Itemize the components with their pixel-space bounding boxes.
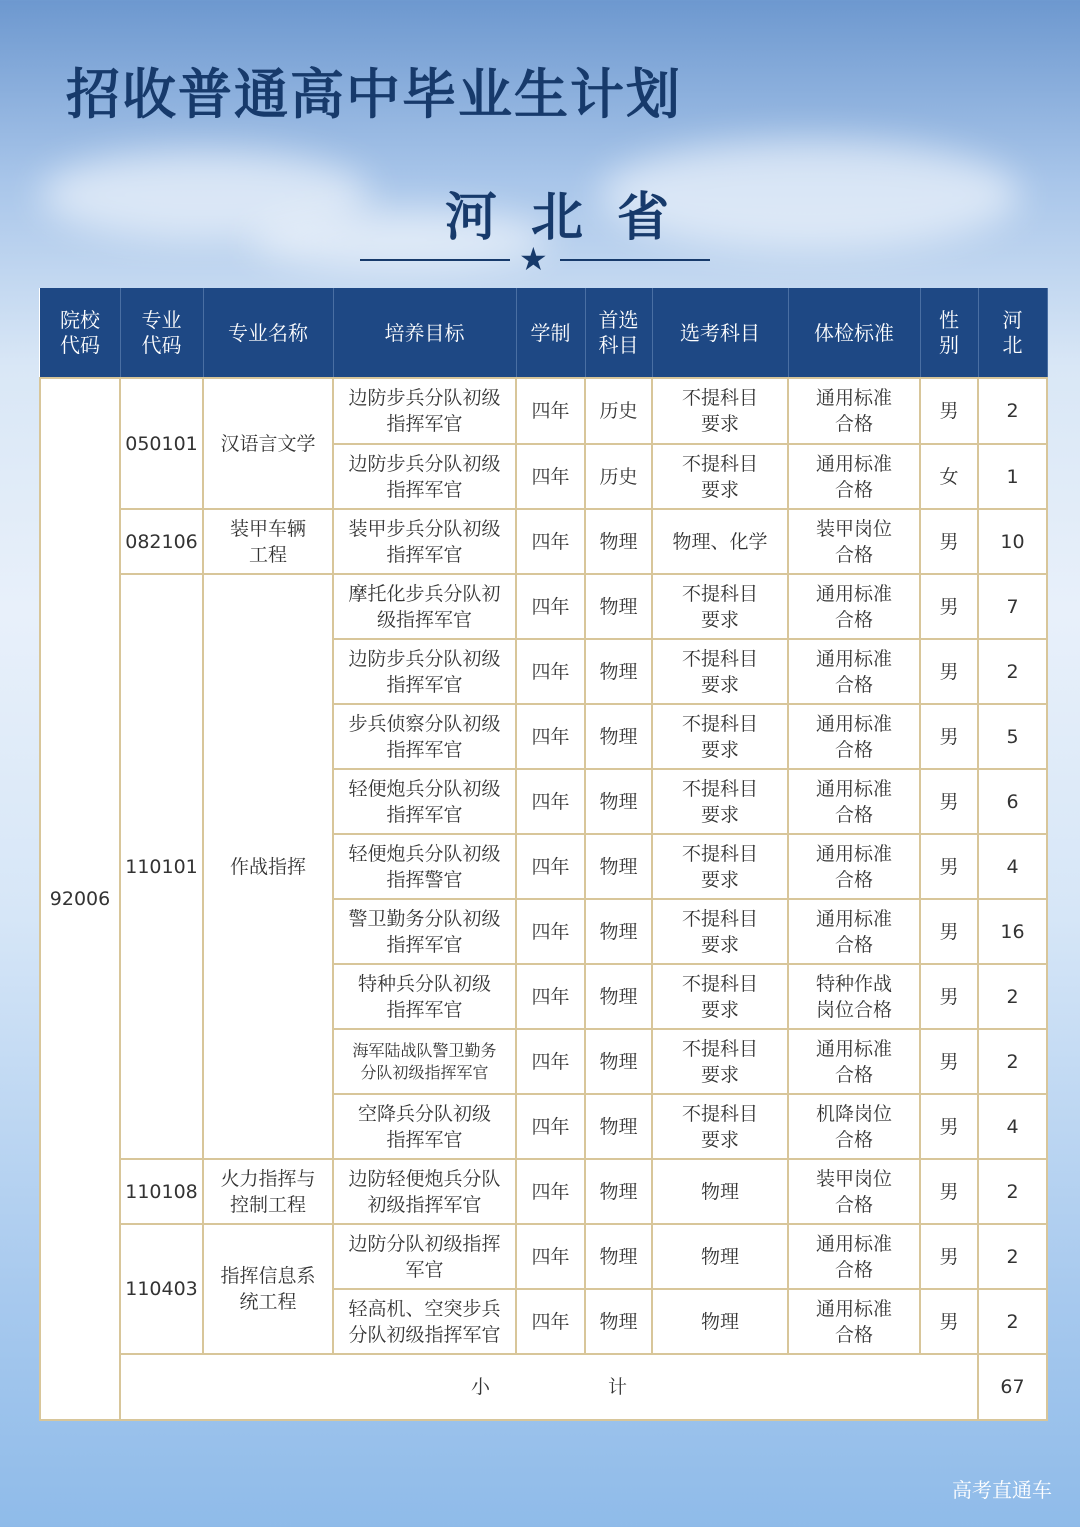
- goal-cell: 步兵侦察分队初级 指挥军官: [333, 704, 516, 769]
- goal-cell: 特种兵分队初级 指挥军官: [333, 964, 516, 1029]
- goal-cell: 边防轻便炮兵分队 初级指挥军官: [333, 1159, 516, 1224]
- goal-cell: 警卫勤务分队初级 指挥军官: [333, 899, 516, 964]
- physical-cell: 通用标准 合格: [788, 639, 920, 704]
- header-major-code: 专业 代码: [120, 289, 203, 379]
- subtotal-value-cell: 67: [978, 1354, 1047, 1420]
- table-row: [40, 1224, 1047, 1289]
- major-code-cell: 110108: [120, 1159, 203, 1224]
- major-name-cell: 汉语言文学: [203, 378, 333, 509]
- first-subject-cell: 物理: [585, 1224, 652, 1289]
- quota-cell: 4: [978, 1094, 1047, 1159]
- gender-cell: 男: [920, 574, 978, 639]
- elective-cell: 不提科目 要求: [652, 899, 788, 964]
- goal-cell: 边防分队初级指挥 军官: [333, 1224, 516, 1289]
- page-title: 招收普通高中毕业生计划: [66, 62, 682, 126]
- elective-cell: 物理、化学: [652, 509, 788, 574]
- major-name-cell: 作战指挥: [203, 574, 333, 1159]
- first-subject-cell: 物理: [585, 509, 652, 574]
- physical-cell: 通用标准 合格: [788, 444, 920, 509]
- goal-cell: 边防步兵分队初级 指挥军官: [333, 639, 516, 704]
- physical-cell: 通用标准 合格: [788, 574, 920, 639]
- goal-cell: 摩托化步兵分队初 级指挥军官: [333, 574, 516, 639]
- duration-cell: 四年: [516, 378, 585, 444]
- first-subject-cell: 物理: [585, 834, 652, 899]
- physical-cell: 机降岗位 合格: [788, 1094, 920, 1159]
- table-header-row: [40, 289, 1047, 379]
- gender-cell: 男: [920, 899, 978, 964]
- gender-cell: 男: [920, 378, 978, 444]
- elective-cell: 物理: [652, 1224, 788, 1289]
- physical-cell: 通用标准 合格: [788, 769, 920, 834]
- gender-cell: 男: [920, 1289, 978, 1354]
- star-icon: ★: [519, 240, 548, 278]
- duration-cell: 四年: [516, 769, 585, 834]
- first-subject-cell: 物理: [585, 899, 652, 964]
- elective-cell: 不提科目 要求: [652, 639, 788, 704]
- quota-cell: 2: [978, 1159, 1047, 1224]
- title-divider: [360, 240, 710, 278]
- goal-cell: 轻便炮兵分队初级 指挥军官: [333, 769, 516, 834]
- duration-cell: 四年: [516, 704, 585, 769]
- gender-cell: 女: [920, 444, 978, 509]
- gender-cell: 男: [920, 1094, 978, 1159]
- header-duration: 学制: [516, 289, 585, 379]
- first-subject-cell: 物理: [585, 574, 652, 639]
- first-subject-cell: 物理: [585, 769, 652, 834]
- duration-cell: 四年: [516, 1029, 585, 1094]
- quota-cell: 16: [978, 899, 1047, 964]
- header-major-name: 专业名称: [203, 289, 333, 379]
- duration-cell: 四年: [516, 639, 585, 704]
- gender-cell: 男: [920, 834, 978, 899]
- physical-cell: 通用标准 合格: [788, 1224, 920, 1289]
- quota-cell: 2: [978, 378, 1047, 444]
- elective-cell: 不提科目 要求: [652, 1029, 788, 1094]
- goal-cell: 空降兵分队初级 指挥军官: [333, 1094, 516, 1159]
- duration-cell: 四年: [516, 899, 585, 964]
- quota-cell: 7: [978, 574, 1047, 639]
- goal-cell: 轻高机、空突步兵 分队初级指挥军官: [333, 1289, 516, 1354]
- gender-cell: 男: [920, 769, 978, 834]
- table-body: [40, 378, 1047, 1420]
- physical-cell: 通用标准 合格: [788, 899, 920, 964]
- elective-cell: 不提科目 要求: [652, 574, 788, 639]
- physical-cell: 通用标准 合格: [788, 834, 920, 899]
- quota-cell: 1: [978, 444, 1047, 509]
- subtotal-label-cell: [120, 1354, 978, 1420]
- duration-cell: 四年: [516, 834, 585, 899]
- subtotal-label-a: 小: [470, 1376, 490, 1398]
- elective-cell: 不提科目 要求: [652, 769, 788, 834]
- major-code-cell: 082106: [120, 509, 203, 574]
- duration-cell: 四年: [516, 574, 585, 639]
- table-row: [40, 574, 1047, 639]
- table-row: [40, 1159, 1047, 1224]
- elective-cell: 不提科目 要求: [652, 1094, 788, 1159]
- major-code-cell: 050101: [120, 378, 203, 509]
- first-subject-cell: 物理: [585, 1094, 652, 1159]
- divider-line-left: [360, 259, 510, 261]
- table-row: [40, 378, 1047, 444]
- physical-cell: 装甲岗位 合格: [788, 509, 920, 574]
- duration-cell: 四年: [516, 1289, 585, 1354]
- subtotal-row: [40, 1354, 1047, 1420]
- header-first-subject: 首选 科目: [585, 289, 652, 379]
- quota-cell: 4: [978, 834, 1047, 899]
- physical-cell: 通用标准 合格: [788, 378, 920, 444]
- elective-cell: 不提科目 要求: [652, 834, 788, 899]
- goal-cell: 边防步兵分队初级 指挥军官: [333, 378, 516, 444]
- quota-cell: 10: [978, 509, 1047, 574]
- quota-cell: 2: [978, 639, 1047, 704]
- physical-cell: 装甲岗位 合格: [788, 1159, 920, 1224]
- quota-cell: 6: [978, 769, 1047, 834]
- header-goal: 培养目标: [333, 289, 516, 379]
- watermark-text: 高考直通车: [952, 1478, 1052, 1502]
- duration-cell: 四年: [516, 509, 585, 574]
- duration-cell: 四年: [516, 1224, 585, 1289]
- major-name-cell: 指挥信息系 统工程: [203, 1224, 333, 1354]
- quota-cell: 5: [978, 704, 1047, 769]
- quota-cell: 2: [978, 1029, 1047, 1094]
- first-subject-cell: 物理: [585, 1029, 652, 1094]
- gender-cell: 男: [920, 1224, 978, 1289]
- major-name-cell: 火力指挥与 控制工程: [203, 1159, 333, 1224]
- goal-cell: 装甲步兵分队初级 指挥军官: [333, 509, 516, 574]
- physical-cell: 通用标准 合格: [788, 1289, 920, 1354]
- header-school-code: 院校 代码: [40, 289, 120, 379]
- elective-cell: 物理: [652, 1289, 788, 1354]
- elective-cell: 不提科目 要求: [652, 378, 788, 444]
- elective-cell: 不提科目 要求: [652, 964, 788, 1029]
- goal-cell: 边防步兵分队初级 指挥军官: [333, 444, 516, 509]
- gender-cell: 男: [920, 1029, 978, 1094]
- goal-cell: 海军陆战队警卫勤务 分队初级指挥军官: [333, 1029, 516, 1094]
- first-subject-cell: 物理: [585, 704, 652, 769]
- major-code-cell: 110403: [120, 1224, 203, 1354]
- table-row: [40, 509, 1047, 574]
- first-subject-cell: 物理: [585, 1289, 652, 1354]
- duration-cell: 四年: [516, 964, 585, 1029]
- duration-cell: 四年: [516, 1094, 585, 1159]
- gender-cell: 男: [920, 704, 978, 769]
- gender-cell: 男: [920, 639, 978, 704]
- header-quota: 河 北: [978, 289, 1047, 379]
- major-name-cell: 装甲车辆 工程: [203, 509, 333, 574]
- header-elective: 选考科目: [652, 289, 788, 379]
- header-gender: 性 别: [920, 289, 978, 379]
- elective-cell: 不提科目 要求: [652, 704, 788, 769]
- physical-cell: 通用标准 合格: [788, 1029, 920, 1094]
- subtotal-label-b: 计: [608, 1376, 628, 1398]
- gender-cell: 男: [920, 509, 978, 574]
- quota-cell: 2: [978, 1224, 1047, 1289]
- province-title: 河北省: [444, 187, 703, 248]
- school-code-cell: 92006: [40, 378, 120, 1420]
- divider-line-right: [560, 259, 710, 261]
- major-code-cell: 110101: [120, 574, 203, 1159]
- first-subject-cell: 历史: [585, 444, 652, 509]
- goal-cell: 轻便炮兵分队初级 指挥警官: [333, 834, 516, 899]
- first-subject-cell: 物理: [585, 964, 652, 1029]
- enrollment-plan-table: [39, 288, 1048, 1421]
- physical-cell: 特种作战 岗位合格: [788, 964, 920, 1029]
- physical-cell: 通用标准 合格: [788, 704, 920, 769]
- quota-cell: 2: [978, 1289, 1047, 1354]
- duration-cell: 四年: [516, 1159, 585, 1224]
- gender-cell: 男: [920, 1159, 978, 1224]
- first-subject-cell: 历史: [585, 378, 652, 444]
- gender-cell: 男: [920, 964, 978, 1029]
- first-subject-cell: 物理: [585, 1159, 652, 1224]
- header-physical: 体检标准: [788, 289, 920, 379]
- first-subject-cell: 物理: [585, 639, 652, 704]
- quota-cell: 2: [978, 964, 1047, 1029]
- elective-cell: 物理: [652, 1159, 788, 1224]
- duration-cell: 四年: [516, 444, 585, 509]
- elective-cell: 不提科目 要求: [652, 444, 788, 509]
